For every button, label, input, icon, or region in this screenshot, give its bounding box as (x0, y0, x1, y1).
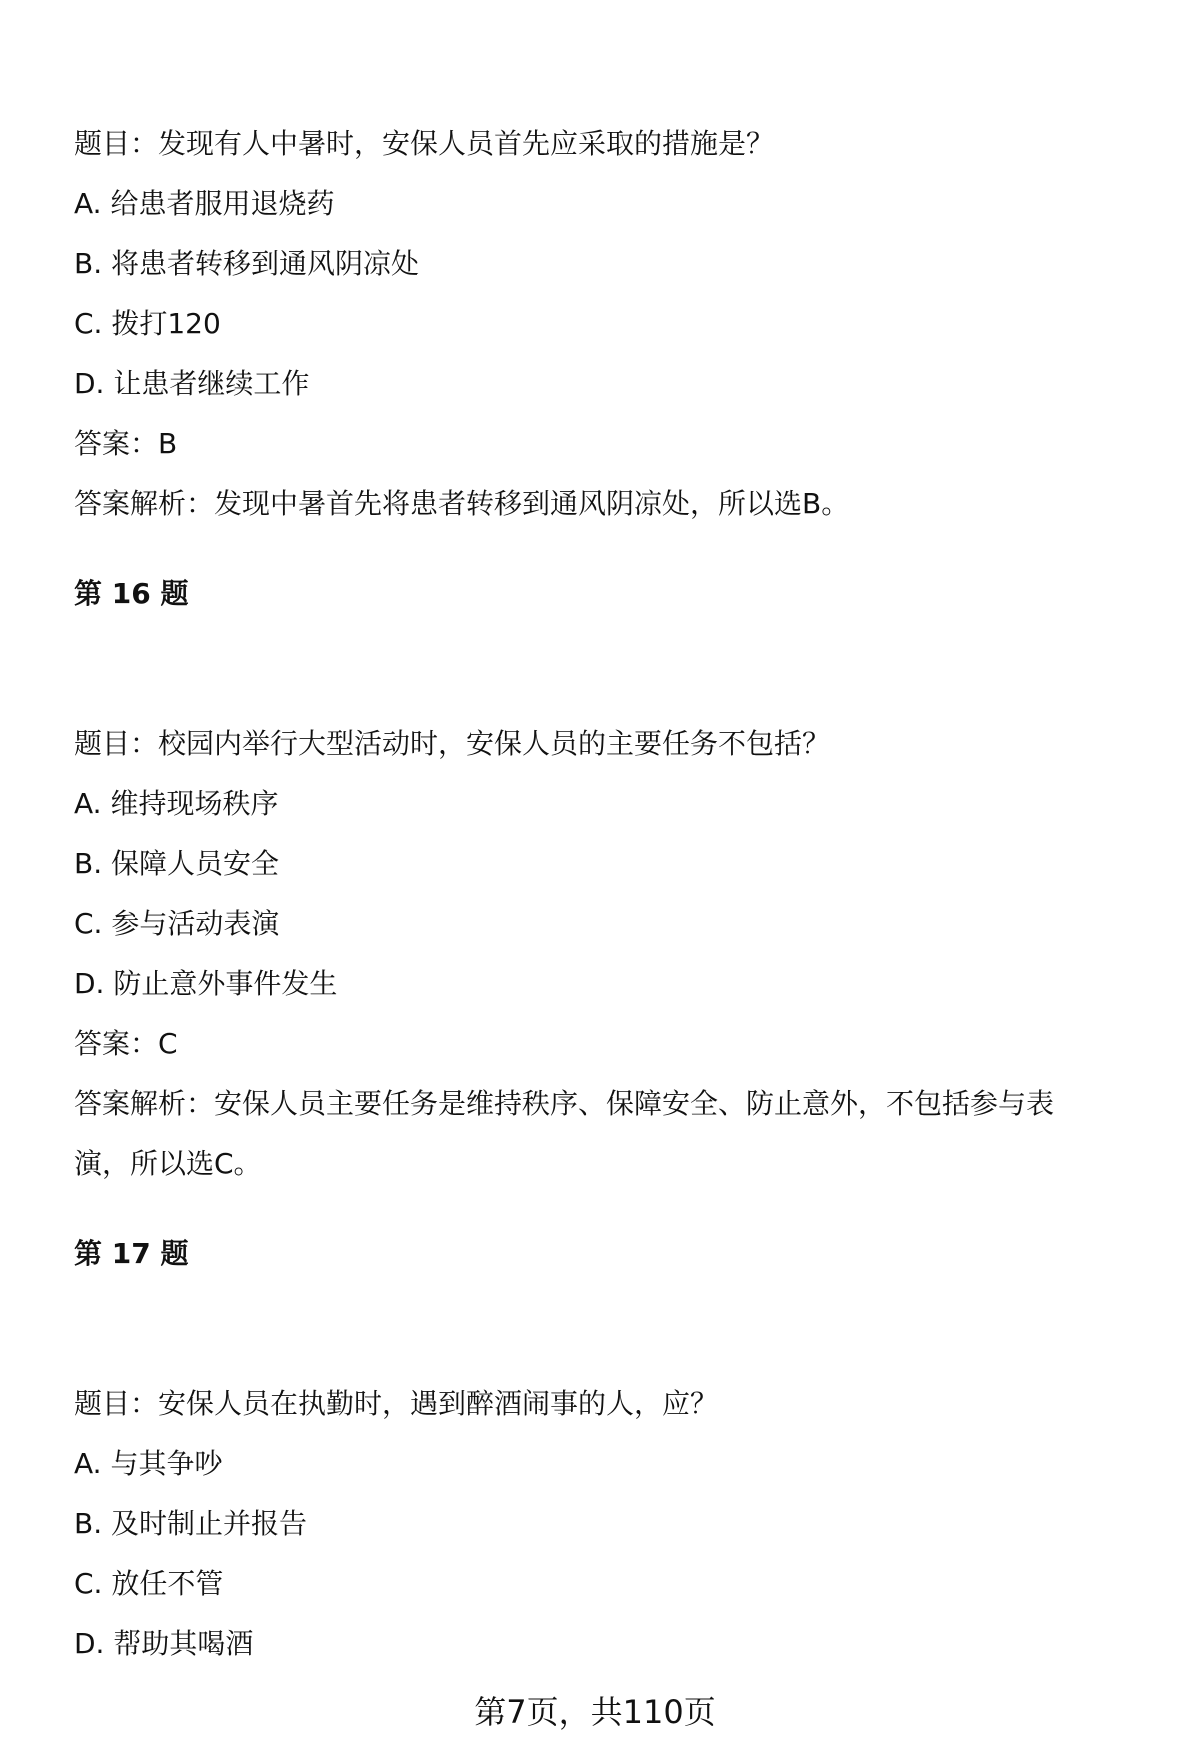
q15-answer: 答案：B (74, 427, 178, 460)
q15-option-a: A. 给患者服用退烧药 (74, 187, 335, 220)
q15-question: 题目：发现有人中暑时，安保人员首先应采取的措施是？ (74, 127, 775, 160)
q16-option-a: A. 维持现场秩序 (74, 787, 279, 820)
page-number-footer: 第7页，共110页 (474, 1693, 716, 1731)
q15-option-d: D. 让患者继续工作 (74, 367, 310, 400)
q17-option-d: D. 帮助其喝酒 (74, 1627, 254, 1660)
q16-answer: 答案：C (74, 1027, 178, 1060)
q15-option-b: B. 将患者转移到通风阴凉处 (74, 247, 420, 280)
q16-explanation-line-1: 答案解析：安保人员主要任务是维持秩序、保障安全、防止意外，不包括参与表 (74, 1087, 1055, 1120)
q16-option-c: C. 参与活动表演 (74, 907, 280, 940)
q15-option-c: C. 拨打120 (74, 307, 221, 340)
q17-heading: 第 17 题 (74, 1237, 189, 1270)
q15-explanation: 答案解析：发现中暑首先将患者转移到通风阴凉处，所以选B。 (74, 487, 850, 520)
q16-option-d: D. 防止意外事件发生 (74, 967, 338, 1000)
q16-option-b: B. 保障人员安全 (74, 847, 280, 880)
q16-heading: 第 16 题 (74, 577, 189, 610)
q17-option-b: B. 及时制止并报告 (74, 1507, 308, 1540)
q16-question: 题目：校园内举行大型活动时，安保人员的主要任务不包括？ (74, 727, 831, 760)
q17-option-a: A. 与其争吵 (74, 1447, 223, 1480)
q16-explanation-line-2: 演，所以选C。 (74, 1147, 262, 1180)
q17-option-c: C. 放任不管 (74, 1567, 224, 1600)
q17-question: 题目：安保人员在执勤时，遇到醉酒闹事的人，应？ (74, 1387, 719, 1420)
